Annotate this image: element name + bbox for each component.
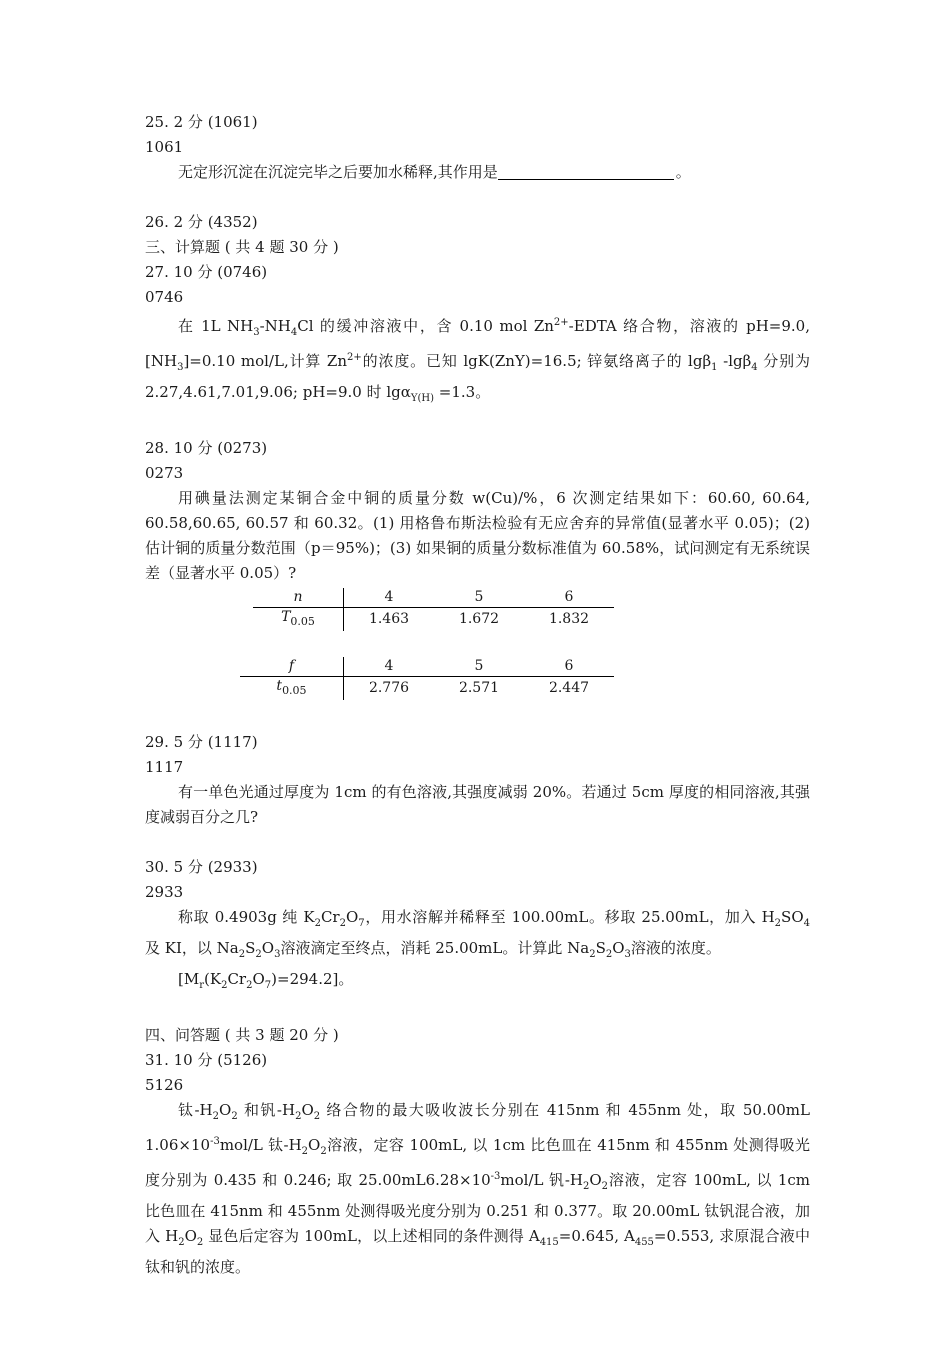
q28-code: 0273: [145, 464, 184, 482]
grubbs-table: [253, 588, 614, 631]
exam-page: [145, 110, 810, 1280]
t-col: 5: [434, 657, 524, 677]
q25-text: 无定形沉淀在沉淀完毕之后要加水稀释,其作用是 。: [178, 163, 691, 181]
q29-text: 有一单色光通过厚度为 1cm 的有色溶液,其强度减弱 20%。若通过 5cm 厚度的相同溶液,其强度减弱百分之几?: [145, 782, 810, 826]
grubbs-col: 4: [344, 588, 435, 608]
q25-header: 25. 2 分 (1061): [145, 113, 258, 131]
t-header-f: f: [240, 657, 344, 677]
section4-title: 四、问答题 ( 共 3 题 20 分 ): [145, 1025, 339, 1044]
q30-text: 称取 0.4903g 纯 $K_2Cr_2O_7$，用水溶解并稀释至 100.00mL。移取 25.00mL，加入 $H_2SO_4$ 及 KI，以 $Na_2S_2O_3$溶液滴定至终点，消耗 25.00mL。计算此 $Na_2S_2O_3$溶液的浓度。: [145, 907, 810, 960]
t-val: 2.571: [458, 679, 500, 696]
grubbs-val: 1.463: [368, 610, 410, 627]
grubbs-col: 6: [524, 588, 614, 608]
q27-header: 27. 10 分 (0746): [145, 263, 268, 281]
q30-molar-mass: $[M_r(K_2Cr_2O_7)=294.2]$。: [178, 969, 354, 991]
q30-header: 30. 5 分 (2933): [145, 857, 258, 876]
q28-header: 28. 10 分 (0273): [145, 439, 268, 457]
q28-text: 用碘量法测定某铜合金中铜的质量分数 w(Cu)/%，6 次测定结果如下：60.60, 60.64, 60.58,60.65, 60.57 和 60.32。(1) 用格鲁布斯法检验有无应舍弃的异常值(显著水平 0.05)；(2) 估计铜的质量分数范围（p＝95%)；(3) 如果铜的质量分数标准值为 60.58%，试问测定有无系统误差（显著水平 0.05）?: [145, 489, 810, 582]
q25-code: 1061: [145, 138, 184, 156]
q31-code: 5126: [145, 1075, 184, 1094]
t-val: 2.776: [368, 679, 410, 696]
q31-text: 钛$-H_2O_2$ 和钒$-H_2O_2$ 络合物的最大吸收波长分别在 415nm 和 455nm 处，取 50.00mL $1.06\times 10^{-3}mol/L$ 钛$-H_2O_2$溶液，定容 100mL, 以 1cm 比色皿在 415nm 和 455nm 处测得吸光度分别为 0.435 和 0.246; 取 $25.00mL6.28\times 10^{-3}mol/L$ 钒$-H_2O_2$溶液，定容 100mL, 以 1cm 比色皿在 415nm 和 455nm 处测得吸光度分别为 0.251 和 0.377。取 20.00mL 钛钒混合液，加入 $H_2O_2$ 显色后定容为 100mL，以上述相同的条件测得 $A_{415}=0.645$, $A_{455}=0.553$, 求原混合液中钛和钒的浓度。: [145, 1100, 811, 1276]
q30-code: 2933: [145, 882, 184, 901]
q26-header: 26. 2 分 (4352): [145, 213, 258, 231]
grubbs-val: 1.832: [548, 610, 590, 627]
grubbs-header-n: n: [253, 588, 344, 608]
q31-header: 31. 10 分 (5126): [145, 1050, 268, 1069]
t-col: 4: [344, 657, 435, 677]
t-val: 2.447: [548, 679, 590, 696]
q27-code: 0746: [145, 288, 184, 306]
grubbs-header-T: $T_{0.05}$: [253, 608, 344, 631]
q29-header: 29. 5 分 (1117): [145, 732, 258, 751]
t-header-t: $t_{0.05}$: [240, 676, 344, 699]
grubbs-val: 1.672: [458, 610, 500, 627]
q29-code: 1117: [145, 757, 184, 776]
grubbs-col: 5: [434, 588, 524, 608]
q27-text: 在 1L $NH_3-NH_4Cl$ 的缓冲溶液中，含 0.10 mol $Zn^{2+}$-EDTA 络合物，溶液的 $pH=9.0,[NH_3]=0.10$ mol/L,计算 $Zn^{2+}$的浓度。已知 lgK(ZnY)=16.5; 锌氨络离子的 lgβ$_1$ -lgβ$_4$ 分别为 2.27,4.61,7.01,9.06; pH=9.0 时 lgα$_{Y(H)}$ =1.3。: [145, 317, 810, 404]
t-table: [240, 657, 614, 700]
t-col: 6: [524, 657, 614, 677]
section3-title: 三、计算题 ( 共 4 题 30 分 ): [145, 238, 339, 256]
answer-blank[interactable]: [498, 179, 674, 180]
